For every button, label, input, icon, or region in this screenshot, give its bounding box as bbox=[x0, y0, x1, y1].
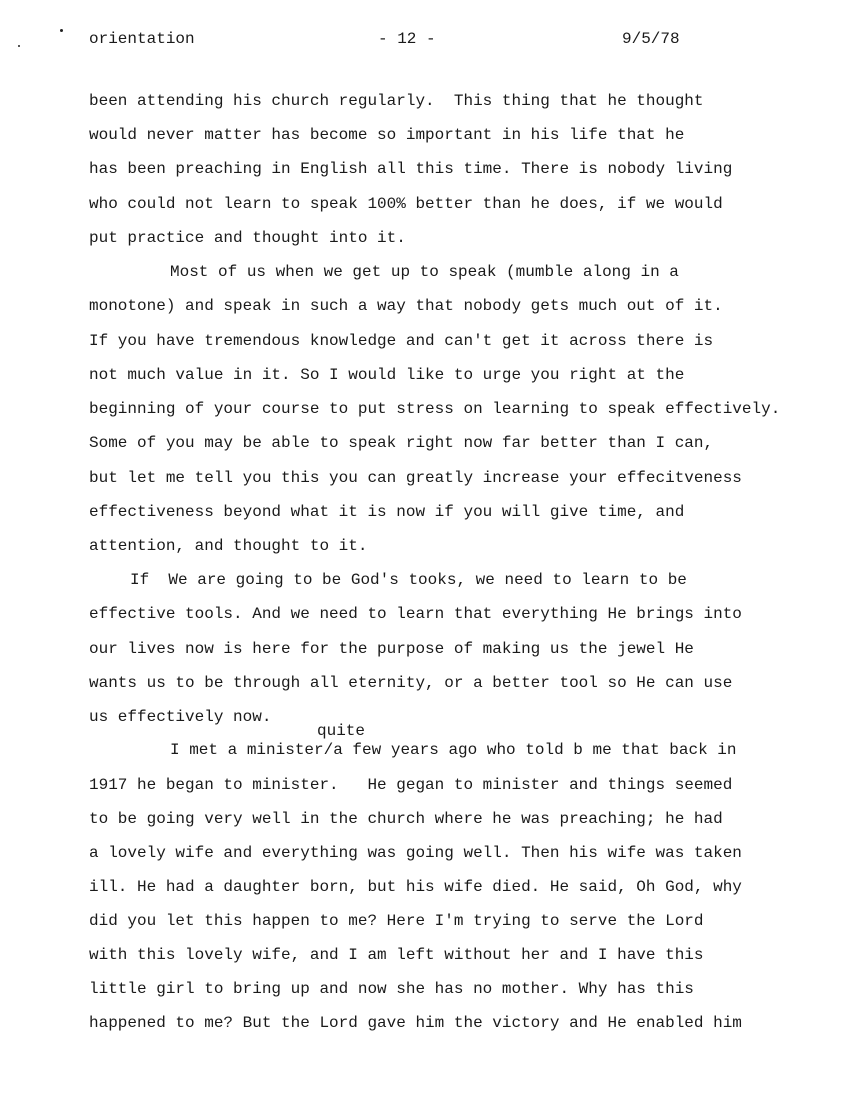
header-title: orientation bbox=[89, 30, 195, 48]
text-line: little girl to bring up and now she has no mother. Why has this bbox=[89, 980, 694, 998]
page-header bbox=[0, 30, 852, 52]
text-line: happened to me? But the Lord gave him the victory and He enabled him bbox=[89, 1014, 742, 1032]
text-line: did you let this happen to me? Here I'm trying to serve the Lord bbox=[89, 912, 704, 930]
header-date: 9/5/78 bbox=[622, 30, 680, 48]
text-line: been attending his church regularly. This thing that he thought bbox=[89, 92, 704, 110]
interlinear-insertion: quite bbox=[317, 722, 366, 740]
text-line: put practice and thought into it. bbox=[89, 229, 406, 247]
text-line: a lovely wife and everything was going well. Then his wife was taken bbox=[89, 844, 742, 862]
text-line: attention, and thought to it. bbox=[89, 537, 368, 555]
text-line: would never matter has become so important in his life that he bbox=[89, 126, 685, 144]
text-line: with this lovely wife, and I am left without her and I have this bbox=[89, 946, 704, 964]
text-line: ill. He had a daughter born, but his wife died. He said, Oh God, why bbox=[89, 878, 742, 896]
text-line: to be going very well in the church where he was preaching; he had bbox=[89, 810, 723, 828]
text-line: 1917 he began to minister. He gegan to minister and things seemed bbox=[89, 776, 733, 794]
text-line: If you have tremendous knowledge and can't get it across there is bbox=[89, 332, 714, 350]
text-line: I met a minister/a few years ago who told b me that back in bbox=[170, 741, 737, 759]
text-line: effective tools. And we need to learn that everything He brings into bbox=[89, 605, 742, 623]
text-line: If We are going to be God's tooks, we need to learn to be bbox=[130, 571, 687, 589]
text-line: effectiveness beyond what it is now if you will give time, and bbox=[89, 503, 685, 521]
text-line: monotone) and speak in such a way that nobody gets much out of it. bbox=[89, 297, 723, 315]
text-line: Most of us when we get up to speak (mumble along in a bbox=[170, 263, 679, 281]
text-line: has been preaching in English all this time. There is nobody living bbox=[89, 160, 733, 178]
text-line: us effectively now. bbox=[89, 708, 272, 726]
text-line: Some of you may be able to speak right now far better than I can, bbox=[89, 434, 714, 452]
text-line: our lives now is here for the purpose of making us the jewel He bbox=[89, 640, 694, 658]
text-line: wants us to be through all eternity, or a better tool so He can use bbox=[89, 674, 733, 692]
text-line: who could not learn to speak 100% better than he does, if we would bbox=[89, 195, 723, 213]
text-line: but let me tell you this you can greatly increase your effecitveness bbox=[89, 469, 742, 487]
text-line: beginning of your course to put stress on learning to speak effectively. bbox=[89, 400, 781, 418]
text-line: not much value in it. So I would like to urge you right at the bbox=[89, 366, 685, 384]
page-number: - 12 - bbox=[378, 30, 436, 48]
